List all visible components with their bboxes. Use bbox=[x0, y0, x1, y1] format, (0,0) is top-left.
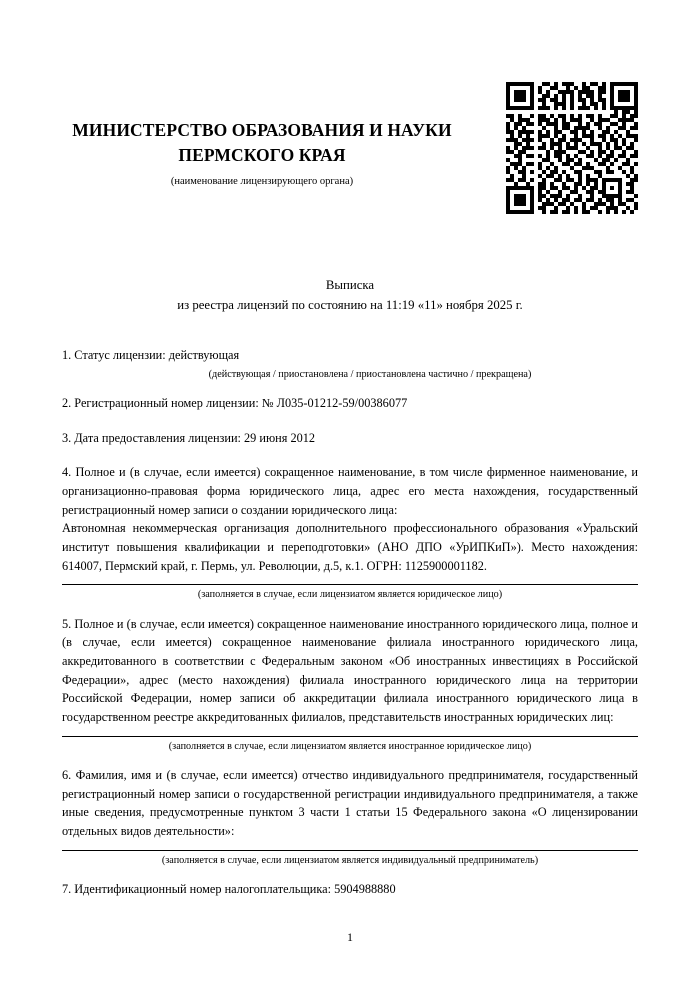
document-body bbox=[62, 346, 638, 899]
license-item-foreign-entity bbox=[62, 615, 638, 753]
document-title: Выписка bbox=[325, 278, 375, 293]
item-4-text: 4. Полное и (в случае, если имеется) сокращенное наименование, в том числе фирменное наименование, и организационно-правовая форма юридического лица, адрес его места нахождения, государственный регистрационный номер записи о создании юридического лица: bbox=[62, 465, 638, 517]
item-4-value: Автономная некоммерческая организация дополнительного профессионального образования «Уральский институт повышения квалификации и переподготовки» (АНО ДПО «УрИПКиП»). Место нахождения: 614007, Пермский край, г. Пермь, ул. Революции, д.5, к.1. ОГРН: 1125900001182. bbox=[62, 521, 638, 573]
document-subtitle: из реестра лицензий по состоянию на 11:19 «11» ноября 2025 г. bbox=[177, 298, 523, 313]
qr-code-icon bbox=[506, 82, 638, 214]
item-5-note: (заполняется в случае, если лицензиатом является иностранное юридическое лицо) bbox=[168, 740, 532, 752]
license-item-inn bbox=[62, 880, 638, 899]
item-5-divider bbox=[62, 736, 638, 737]
license-item-number bbox=[62, 394, 638, 413]
item-6-note: (заполняется в случае, если лицензиатом является индивидуальный предприниматель) bbox=[161, 854, 539, 866]
item-6-divider bbox=[62, 850, 638, 851]
item-4-divider bbox=[62, 584, 638, 585]
item-4-note: (заполняется в случае, если лицензиатом является юридическое лицо) bbox=[197, 589, 503, 601]
item-3-text: 3. Дата предоставления лицензии: 29 июня 2012 bbox=[62, 430, 316, 445]
license-item-date bbox=[62, 429, 638, 448]
page-number: 1 bbox=[347, 930, 353, 944]
document-header bbox=[62, 0, 462, 188]
organization-note: (наименование лицензирующего органа) bbox=[170, 175, 354, 187]
item-1-text: 1. Статус лицензии: действующая bbox=[62, 347, 240, 362]
organization-title-line2: ПЕРМСКОГО КРАЯ bbox=[178, 144, 346, 165]
item-6-text: 6. Фамилия, имя и (в случае, если имеется) отчество индивидуального предпринимателя, государственный регистрационный номер записи о государственной регистрации индивидуального предпринимателя, а также иные сведения, предусмотренные пунктом 3 части 1 статьи 15 Федерального закона «О лицензировании отдельных видов деятельности»: bbox=[62, 768, 638, 839]
item-1-note: (действующая / приостановлена / приостановлена частично / прекращена) bbox=[208, 368, 532, 380]
license-item-legal-entity bbox=[62, 463, 638, 601]
license-item-status bbox=[62, 346, 638, 381]
organization-title bbox=[62, 118, 462, 168]
item-5-text: 5. Полное и (в случае, если имеется) сокращенное наименование иностранного юридического лица, полное и (в случае, если имеется) сокращенное наименование филиала иностранного юридического лица, аккредитованного в соответствии с Федеральным законом «Об иностранных инвестициях в Российской Федерации», адрес (место нахождения) филиала иностранного юридического лица на территории Российской Федерации, номер записи об аккредитации филиала иностранного юридического лица в государственном реестре аккредитованных филиалов, представительств иностранных юридических лиц: bbox=[62, 616, 638, 725]
license-item-individual-entrepreneur bbox=[62, 766, 638, 867]
document-title-block bbox=[62, 276, 638, 316]
item-7-text: 7. Идентификационный номер налогоплательщика: 5904988880 bbox=[62, 882, 396, 896]
item-2-text: 2. Регистрационный номер лицензии: № Л035-01212-59/00386077 bbox=[62, 395, 408, 410]
organization-title-line1: МИНИСТЕРСТВО ОБРАЗОВАНИЯ И НАУКИ bbox=[72, 120, 452, 140]
